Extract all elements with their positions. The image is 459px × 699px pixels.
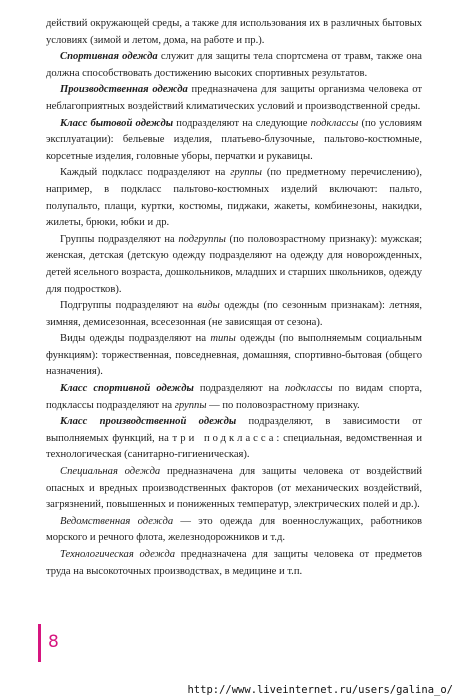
paragraph-text: одежды (по выполняемым социальным функциям): торжественная, повседневная, домашняя, спортивно-бытовая (общего назначения). [46, 333, 422, 378]
paragraph [46, 116, 422, 166]
page-margin-bar [38, 624, 41, 662]
paragraph-text: (по предметному перечислению), например, в подкласс пальтово-костюмных изделий включают: пальто, полупальто, плащи, куртки, костюмы, пиджаки, жакеты, комбинезоны, накидки, жилеты, брюки, юбки и др. [46, 167, 422, 229]
emphasized-text: три подкласса [172, 432, 277, 444]
paragraph [46, 298, 422, 331]
paragraph-text: одежды (по сезонным признакам): летняя, зимняя, демисезонная, всесезонная (не зависящая от сезона). [46, 300, 422, 328]
emphasized-text: Ведомственная одежда [60, 515, 174, 527]
emphasized-text: Класс производственной одежды [60, 416, 237, 428]
emphasized-text: группы [174, 399, 207, 411]
paragraph-text: служит для защиты тела спортсмена от травм, также она должна способствовать достижению высоких спортивных результатов. [46, 51, 422, 79]
emphasized-text: подклассы [284, 383, 333, 395]
paragraph-text: (по половозрастному признаку): мужская; женская, детская (детскую одежду подразделяют на одежду для новорожденных, детей ясельного возраста, дошкольников, младших и старших школьников, одежду для подростков). [46, 233, 423, 295]
paragraph-text: (по условиям эксплуатации): бельевые изделия, платьево-блузочные, пальтово-костюмные, корсетные изделия, головные уборы, перчатки и рукавицы. [46, 117, 422, 162]
emphasized-text: типы [210, 333, 236, 345]
paragraph [46, 464, 422, 514]
emphasized-text: группы [230, 167, 262, 179]
paragraph-text: предназначена для защиты человека от воздействий опасных и вредных производственных факторов (от механических воздействий, загрязнений, повышенных и пониженных температур, электрических полей и др.). [46, 466, 422, 511]
emphasized-text: Технологическая одежда [60, 549, 176, 560]
emphasized-text: Специальная одежда [60, 466, 161, 478]
emphasized-text: Класс бытовой одежды [60, 117, 174, 129]
page-number: 8 [48, 632, 59, 652]
paragraph [46, 331, 422, 381]
paragraph [46, 414, 422, 464]
paragraph [46, 514, 422, 547]
paragraph-text: предназначена для защиты человека от предметов труда на высокоточных производствах, в медицине и т.п. [46, 549, 422, 577]
emphasized-text: подклассы [310, 117, 359, 129]
paragraph-text: — по половозрастному признаку. [206, 399, 360, 411]
paragraph-text: подразделяют, в зависимости от выполняемых функций, на [46, 416, 422, 444]
paragraph [46, 82, 422, 115]
paragraph-text: действий окружающей среды, а также для использования их в различных бытовых условиях (зимой и летом, дома, на работе и пр.). [46, 18, 422, 46]
emphasized-text: виды [197, 300, 220, 312]
paragraph [46, 49, 422, 82]
paragraph [46, 381, 422, 414]
paragraph-text: подразделяют на следующие [173, 117, 311, 129]
paragraph-text: Подгруппы подразделяют на [60, 300, 198, 312]
emphasized-text: подгруппы [178, 233, 226, 245]
emphasized-text: Класс спортивной одежды [60, 383, 194, 395]
paragraph [46, 165, 422, 231]
paragraph-text: Группы подразделяют на [60, 233, 179, 245]
paragraph [46, 232, 422, 298]
paragraph-text: — это одежда для военнослужащих, работников морского и речного флота, железнодорожников и т.д. [46, 515, 422, 544]
paragraph-text: по видам спорта, подклассы подразделяют на [46, 383, 422, 411]
paragraph-text: подразделяют на [193, 383, 285, 395]
paragraph [46, 547, 422, 580]
paragraph [46, 16, 422, 49]
paragraph-text: Виды одежды подразделяют на [60, 333, 211, 345]
emphasized-text: Спортивная одежда [60, 51, 158, 63]
document-body [46, 16, 422, 580]
paragraph-text: : специальная, ведомственная и технологическая (санитарно-гигиеническая). [46, 432, 422, 461]
paragraph-text: предназначена для защиты организма человека от неблагоприятных воздействий климатических условий и производственной среды. [46, 84, 422, 112]
emphasized-text: Производственная одежда [60, 84, 188, 96]
source-watermark: http://www.liveinternet.ru/users/galina_o/ [187, 684, 453, 696]
paragraph-text: Каждый подкласс подразделяют на [60, 167, 231, 179]
